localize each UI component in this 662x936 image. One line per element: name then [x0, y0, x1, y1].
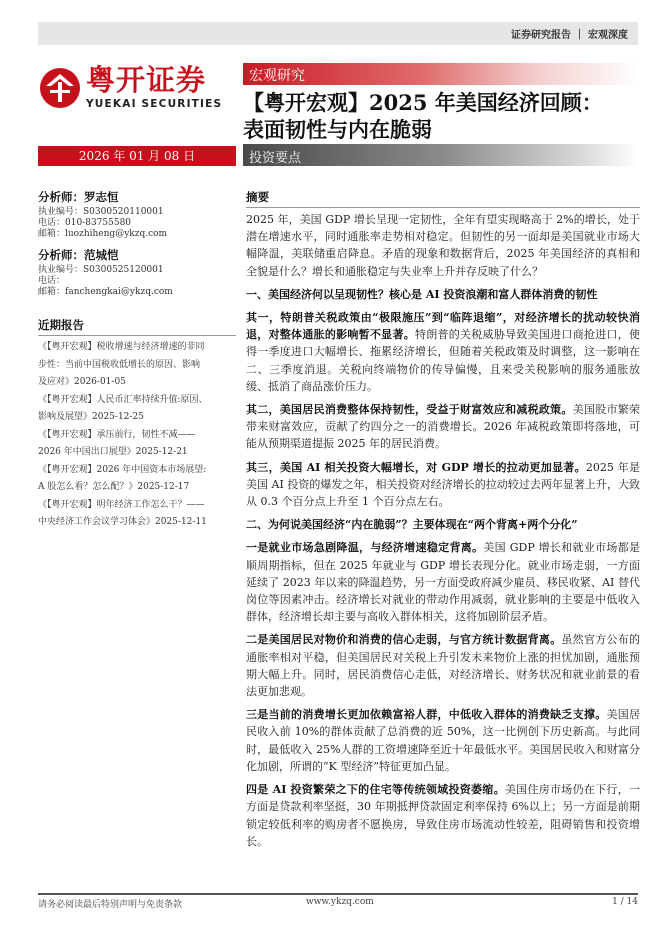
- section-heading-1: 一、美国经济何以呈现韧性？核心是 AI 投资浪潮和富人群体消费的韧性: [246, 287, 598, 301]
- paragraph-lead: 四是 AI 投资繁荣之下的住宅等传统领域投资萎缩。: [246, 783, 505, 797]
- company-logo-icon: [38, 66, 82, 110]
- analyst-name: 分析师：范城恺: [38, 248, 119, 262]
- report-line: 《【粤开宏观】人民币汇率持续升值:原因、: [38, 394, 208, 405]
- analyst-phone: 电话：: [38, 276, 66, 286]
- paragraph-text: 美国股市繁荣带来财富效应，贡献了约四分之一的消费增长。2026 年减税政策即将落地，可能从预期渠道提振 2025 年的居民消费。: [246, 403, 641, 451]
- paragraph-text: 美国居民收入前 10%的群体贡献了总消费的近 50%，这一比例创下历史新高。与此同时，最低收入 25%人群的工资增速降至近十年最低水平。美国居民收入和财富分化加剧，所谓的“K 型经济”特征更加凸显。: [246, 708, 640, 773]
- report-line: 中央经济工作会议学习体会》2025-12-11: [38, 517, 207, 527]
- paragraph-text: 美国 GDP 增长和就业市场都是顺周期指标，但在 2025 年就业与 GDP 增长表现分化。就业市场走弱，一方面延续了 2023 年以来的降温趋势，另一方面受政府减少雇员、移民收紧、AI 替代岗位等因素冲击。经济增长对就业的带动作用减弱，就业影响的主要是中低收入群体，经济增长却主要与高收入群体相关，这将加剧阶层矛盾。: [246, 541, 640, 624]
- paragraph-lead: 其一，特朗普关税政策由“极限施压”到“临阵退缩”，对经济增长的扰动较快消退，对整体通胀的影响暂不显著。: [246, 311, 640, 342]
- paragraph: [246, 401, 640, 453]
- paragraph: [246, 309, 640, 395]
- paragraph: [246, 459, 640, 511]
- footer-website[interactable]: www.ykzq.com: [306, 897, 374, 907]
- report-line: 《【粤开宏观】2026 年中国资本市场展望:: [38, 464, 207, 475]
- analyst-email[interactable]: 邮箱：fanchengkai@ykzq.com: [38, 287, 173, 297]
- analyst-license: 执业编号：S0300520110001: [38, 207, 164, 217]
- recent-reports-heading: 近期报告: [38, 318, 84, 332]
- analyst-block-2: [38, 247, 236, 298]
- top-header-bar: [38, 22, 638, 45]
- list-item[interactable]: [38, 339, 238, 392]
- paragraph: [246, 781, 640, 850]
- paragraph-lead: 其二，美国居民消费整体保持韧性，受益于财富效应和减税政策。: [246, 403, 573, 417]
- category-label: 宏观研究: [249, 68, 305, 84]
- list-item[interactable]: [38, 462, 238, 497]
- recent-reports-list: [38, 339, 238, 532]
- paragraph: [246, 539, 640, 625]
- report-line: 步性：当前中国税收低增长的原因、影响: [38, 359, 201, 370]
- abstract-heading: 摘要: [246, 190, 269, 204]
- paragraph-text: 特朗普的关税威胁导致美国进口商抢进口，使得一季度进口大幅增长、拖累经济增长，但随着关税政策及时调整，这一影响在二、三季度消退。关税向终端物价的传导偏慢，且来受关税影响的服务通胀放缓、抵消了商品涨价压力。: [246, 328, 641, 393]
- report-line: 影响及展望》2025-12-25: [38, 412, 144, 422]
- analyst-phone: 电话：010-83755580: [38, 218, 132, 228]
- category-band: [243, 63, 639, 85]
- paragraph: [246, 706, 640, 775]
- analyst-email[interactable]: 邮箱：luozhiheng@ykzq.com: [38, 229, 168, 239]
- list-item[interactable]: [38, 392, 238, 427]
- paragraph-lead: 一是就业市场急剧降温，与经济增速稳定背离。: [246, 541, 484, 555]
- analyst-license: 执业编号：S0300525120001: [38, 265, 164, 275]
- footer-page-number: 1 / 14: [612, 897, 638, 907]
- report-line: 及应对》2026-01-05: [38, 377, 126, 387]
- section-heading-2: 二、为何说美国经济“内在脆弱”？主要体现在“两个背离+两个分化”: [246, 518, 578, 532]
- paragraph-lead: 三是当前的消费增长更加依赖富裕人群，中低收入群体的消费缺乏支撑。: [246, 708, 607, 722]
- paragraph: [246, 631, 640, 700]
- report-type-crumb: 证券研究报告 ｜ 宏观深度: [511, 30, 628, 41]
- footer-divider: [38, 893, 638, 895]
- company-name-cn: 粤开证券: [86, 63, 207, 97]
- paragraph-text: 美国住房市场仍在下行，一方面是贷款利率坚挺，30 年期抵押贷款固定利率保持 6%以上；另一方面是前期锁定较低利率的购房者不愿换房，导致住房市场流动性较差，阻碍销售和投资增长。: [246, 783, 640, 848]
- report-title-line1: 【粤开宏观】2025 年美国经济回顾：: [243, 90, 603, 115]
- divider: [38, 335, 236, 336]
- paragraph-text: 2025 年是美国 AI 投资的爆发之年，相关投资对经济增长的拉动较过去两年显著上升，大致从 0.3 个百分点上升至 1 个百分点左右。: [246, 460, 640, 509]
- footer-disclaimer[interactable]: 请务必阅读最后特别声明与免责条款: [38, 900, 183, 910]
- report-line: 《【粤开宏观】承压前行，韧性不减——: [38, 429, 196, 440]
- abstract-body: [246, 211, 640, 850]
- report-title: [243, 89, 643, 143]
- key-points-label: 投资要点: [249, 151, 302, 166]
- report-title-line2: 表面韧性与内在脆弱: [243, 117, 432, 142]
- report-line: A 股怎么看？怎么配？》2025-12-17: [38, 482, 190, 492]
- paragraph-lead: 其三，美国 AI 相关投资大幅增长，对 GDP 增长的拉动更加显著。: [246, 460, 586, 474]
- report-line: 2026 年中国出口展望》2025-12-21: [38, 447, 188, 457]
- list-item[interactable]: [38, 497, 238, 532]
- key-points-band: [243, 144, 639, 166]
- paragraph-text: 虽然官方公布的通胀率相对平稳，但美国居民对关税上升引发未来物价上涨的担忧加剧，通胀预期大幅上升。同时，居民消费信心走低，对经济增长、财务状况和就业前景的看法更加悲观。: [246, 633, 641, 699]
- divider: [246, 207, 640, 208]
- list-item[interactable]: [38, 427, 238, 462]
- report-date: 2026 年 01 月 08 日: [38, 146, 236, 166]
- paragraph-lead: 二是美国居民对物价和消费的信心走弱，与官方统计数据背离。: [246, 633, 562, 647]
- report-line: 《【粤开宏观】税收增速与经济增速的非同: [38, 342, 205, 352]
- intro-paragraph: 2025 年，美国 GDP 增长呈现一定韧性，全年有望实现略高于 2%的增长，处于潜在增速水平，同时通胀率走势相对稳定。但韧性的另一面却是美国就业市场大幅降温，美联储重启降息。矛盾的现象和数据背后，2025 年美国经济的真相和全貌是什么？增长和通胀稳定与失业率上升并存反映了什么？: [246, 213, 640, 278]
- report-line: 《【粤开宏观】明年经济工作怎么干？——: [38, 499, 205, 510]
- analyst-name: 分析师：罗志恒: [38, 190, 119, 204]
- analyst-block-1: [38, 189, 236, 240]
- company-name-en: YUEKAI SECURITIES: [86, 98, 223, 110]
